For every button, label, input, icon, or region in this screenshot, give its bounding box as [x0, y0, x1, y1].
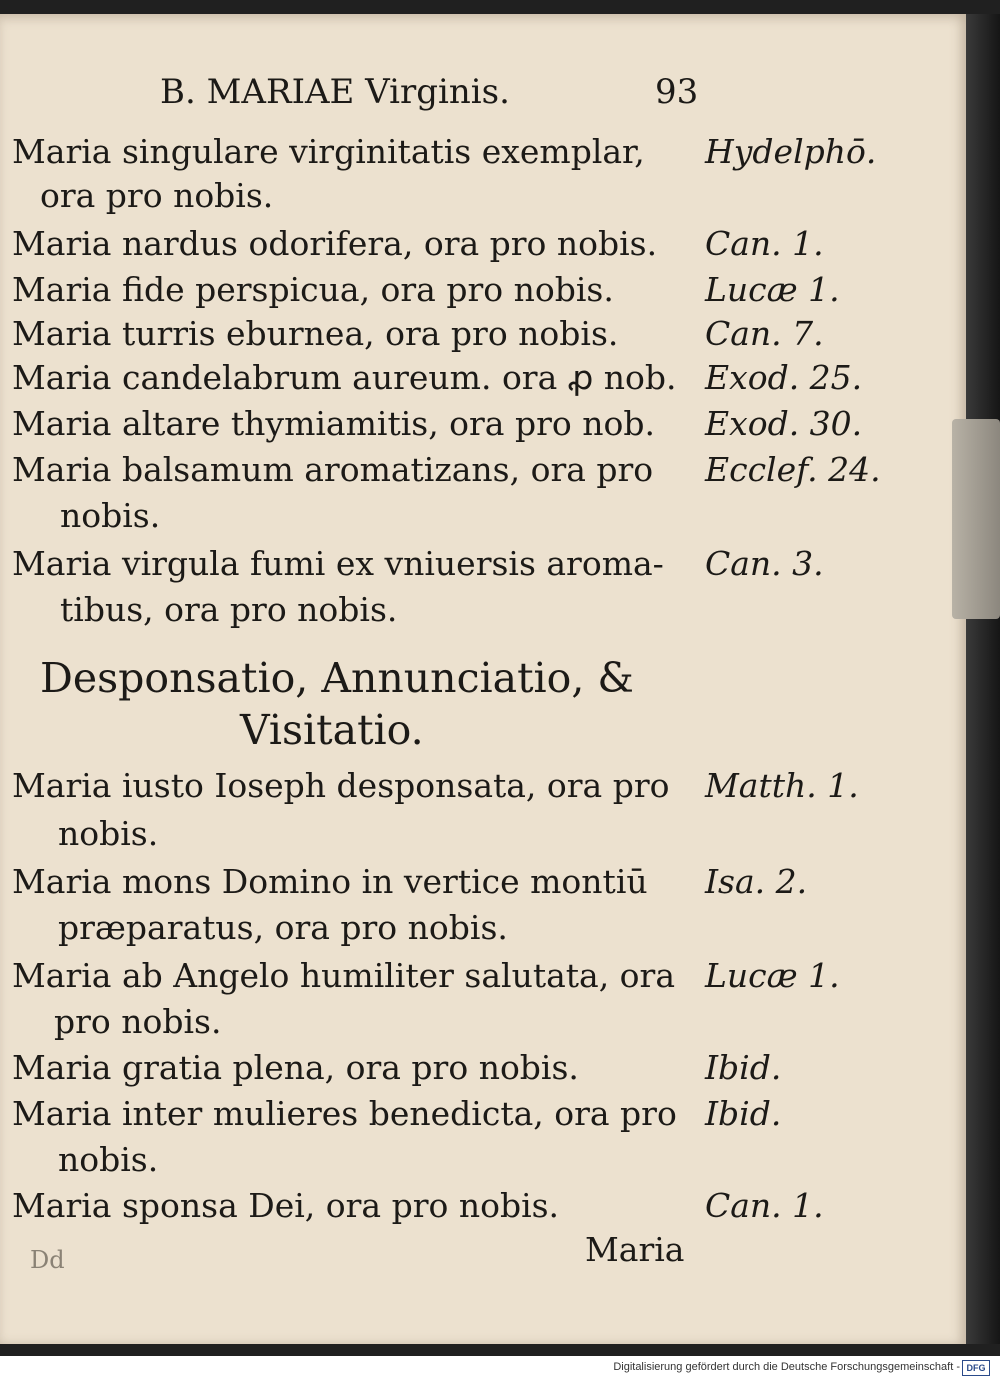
scripture-ref: Can. 1.: [705, 1186, 824, 1225]
litany-line: Maria singulare virginitatis exemplar,: [12, 132, 645, 171]
scripture-ref: Ibid.: [705, 1094, 782, 1133]
credit-text: Digitalisierung gefördert durch die Deutsche Forschungsgemeinschaft -: [613, 1361, 960, 1373]
scripture-ref: Can. 3.: [705, 544, 824, 583]
scripture-ref: Isa. 2.: [705, 862, 808, 901]
litany-line: nobis.: [58, 1140, 159, 1179]
scripture-ref: Ibid.: [705, 1048, 782, 1087]
litany-line: Maria nardus odorifera, ora pro nobis.: [12, 224, 658, 263]
scripture-ref: Lucæ 1.: [705, 270, 840, 309]
litany-line: Maria inter mulieres benedicta, ora pro: [12, 1094, 677, 1133]
litany-line: Maria iusto Ioseph desponsata, ora pro: [12, 766, 670, 805]
book-edge: [966, 14, 1000, 1344]
litany-line: Maria altare thymiamitis, ora pro nob.: [12, 404, 655, 443]
signature-mark: Dd: [30, 1246, 65, 1274]
litany-line: Maria virgula fumi ex vniuersis aroma-: [12, 544, 664, 583]
page-tab: [952, 419, 1000, 619]
book-page: [0, 14, 966, 1344]
dfg-logo-icon: DFG: [962, 1360, 990, 1376]
running-title: B. MARIAE Virginis.: [160, 72, 510, 112]
scripture-ref: Hydelphō.: [705, 132, 877, 171]
scripture-ref: Lucæ 1.: [705, 956, 840, 995]
scripture-ref: Can. 7.: [705, 314, 824, 353]
scripture-ref: Ecclef. 24.: [705, 450, 881, 489]
page-number: 93: [655, 72, 699, 112]
scripture-ref: Can. 1.: [705, 224, 824, 263]
litany-line: Maria ab Angelo humiliter salutata, ora: [12, 956, 675, 995]
litany-line: tibus, ora pro nobis.: [60, 590, 398, 629]
section-heading: Desponsatio, Annunciatio, &: [40, 654, 634, 702]
litany-line: Maria turris eburnea, ora pro nobis.: [12, 314, 619, 353]
litany-line: Maria sponsa Dei, ora pro nobis.: [12, 1186, 560, 1225]
litany-line: Maria fide perspicua, ora pro nobis.: [12, 270, 614, 309]
litany-line: nobis.: [58, 814, 159, 853]
litany-line: Maria gratia plena, ora pro nobis.: [12, 1048, 579, 1087]
footer-bar: [0, 1356, 1000, 1380]
scripture-ref: Exod. 25.: [705, 358, 863, 397]
litany-line: Maria balsamum aromatizans, ora pro: [12, 450, 654, 489]
litany-line: pro nobis.: [54, 1002, 222, 1041]
section-heading: Visitatio.: [240, 706, 424, 754]
catchword: Maria: [585, 1230, 685, 1269]
litany-line: ora pro nobis.: [40, 176, 274, 215]
litany-line: Maria candelabrum aureum. ora ꝓ nob.: [12, 358, 677, 397]
scripture-ref: Exod. 30.: [705, 404, 863, 443]
litany-line: Maria mons Domino in vertice montiū: [12, 862, 648, 901]
litany-line: præparatus, ora pro nobis.: [58, 908, 508, 947]
scripture-ref: Matth. 1.: [705, 766, 859, 805]
litany-line: nobis.: [60, 496, 161, 535]
